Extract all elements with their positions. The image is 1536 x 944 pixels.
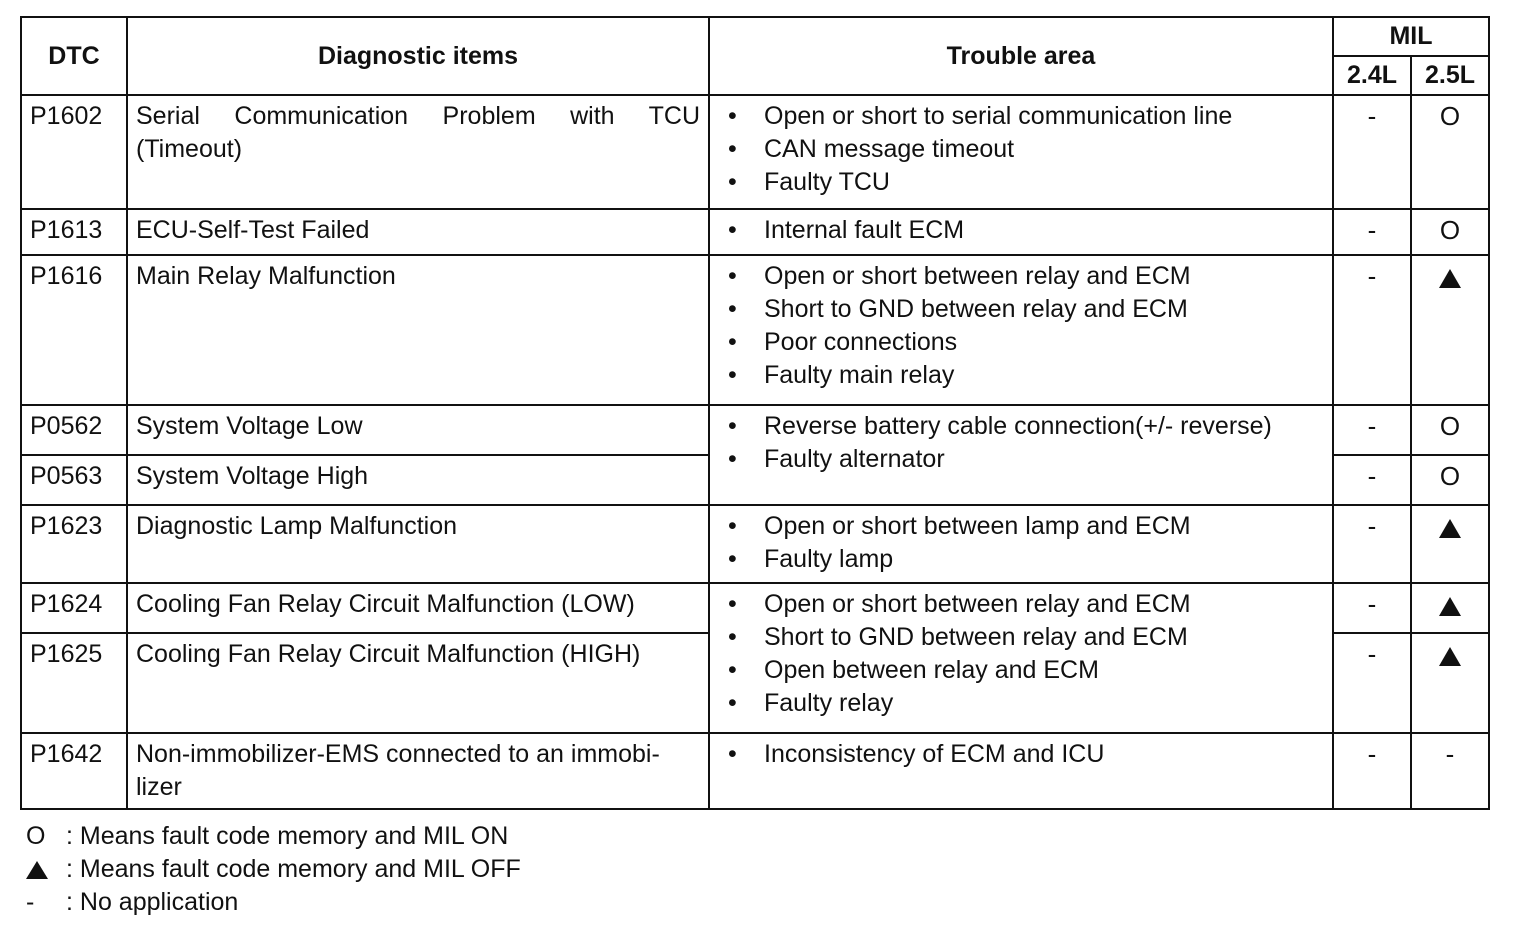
header-mil-2-4l: 2.4L: [1333, 56, 1411, 95]
header-mil-2-5l: 2.5L: [1411, 56, 1489, 95]
mil-2-5l-cell: [1411, 583, 1489, 633]
triangle-icon: [1439, 597, 1461, 616]
mil-2-5l-cell: [1411, 255, 1489, 405]
legend-symbol: -: [26, 888, 35, 916]
legend-text: : Means fault code memory and MIL ON: [66, 822, 509, 850]
header-row: [21, 17, 1489, 56]
table-body: [21, 95, 1489, 809]
trouble-item: [728, 293, 1324, 326]
bullet-icon: •: [728, 545, 737, 573]
trouble-item: [728, 326, 1324, 359]
legend-row: [26, 820, 521, 853]
bullet-icon: •: [728, 656, 737, 684]
circle-icon: O: [1439, 461, 1461, 491]
trouble-item: [728, 260, 1324, 293]
legend-symbol: O: [26, 822, 46, 850]
legend-text: : Means fault code memory and MIL OFF: [66, 855, 521, 883]
diagnostic-item: ECU-Self-Test Failed: [127, 209, 709, 255]
trouble-list: [718, 214, 1324, 247]
dash-mark: -: [1367, 589, 1377, 619]
bullet-icon: •: [728, 740, 737, 768]
mil-2-5l-cell: [1411, 455, 1489, 505]
mil-2-5l-cell: [1411, 733, 1489, 809]
circle-icon: O: [1439, 215, 1461, 245]
dash-mark: -: [1445, 739, 1455, 769]
triangle-icon: [1439, 647, 1461, 666]
trouble-text: CAN message timeout: [764, 135, 1015, 163]
trouble-list: [718, 510, 1324, 576]
table-row: [21, 405, 1489, 455]
bullet-icon: •: [728, 512, 737, 540]
trouble-list: [718, 410, 1324, 476]
trouble-area-cell: [709, 583, 1333, 733]
dash-mark: -: [1367, 261, 1377, 291]
header-trouble-area: Trouble area: [709, 17, 1333, 95]
dash-mark: -: [1367, 215, 1377, 245]
bullet-icon: •: [728, 168, 737, 196]
mil-2-5l-cell: [1411, 209, 1489, 255]
dash-mark: -: [1367, 411, 1377, 441]
trouble-text: Open or short to serial communication line: [764, 102, 1233, 130]
table-row: [21, 583, 1489, 633]
trouble-item: [728, 443, 1324, 476]
trouble-item: [728, 359, 1324, 392]
dtc-code: P1625: [21, 633, 127, 733]
dtc-code: P1624: [21, 583, 127, 633]
table-row: [21, 505, 1489, 583]
legend-row: [26, 886, 521, 919]
table-row: [21, 209, 1489, 255]
bullet-icon: •: [728, 689, 737, 717]
legend-symbol: [26, 853, 66, 886]
dash-mark: -: [1367, 639, 1377, 669]
trouble-item: [728, 588, 1324, 621]
trouble-list: [718, 738, 1324, 771]
mil-2-4l-cell: [1333, 95, 1411, 209]
mil-2-4l-cell: [1333, 583, 1411, 633]
trouble-text: Faulty alternator: [764, 445, 945, 473]
trouble-text: Poor connections: [764, 328, 958, 356]
trouble-text: Open or short between lamp and ECM: [764, 512, 1191, 540]
trouble-text: Short to GND between relay and ECM: [764, 295, 1188, 323]
trouble-item: [728, 687, 1324, 720]
bullet-icon: •: [728, 102, 737, 130]
trouble-text: Reverse battery cable connection(+/- reverse): [764, 412, 1272, 440]
trouble-text: Faulty TCU: [764, 168, 890, 196]
trouble-text: Faulty lamp: [764, 545, 894, 573]
bullet-icon: •: [728, 412, 737, 440]
trouble-text: Open or short between relay and ECM: [764, 262, 1191, 290]
mil-2-5l-cell: [1411, 95, 1489, 209]
trouble-item: [728, 166, 1324, 199]
circle-icon: O: [1439, 101, 1461, 131]
trouble-item: [728, 214, 1324, 247]
bullet-icon: •: [728, 590, 737, 618]
bullet-icon: •: [728, 135, 737, 163]
dtc-code: P1613: [21, 209, 127, 255]
dash-mark: -: [1367, 461, 1377, 491]
legend-row: [26, 853, 521, 886]
diagnostic-item: Non-immobilizer-EMS connected to an immobi-lizer: [127, 733, 709, 809]
triangle-icon: [1439, 519, 1461, 538]
dash-mark: -: [1367, 739, 1377, 769]
trouble-list: [718, 100, 1324, 199]
diagnostic-item: Serial Communication Problem with TCU (Timeout): [127, 95, 709, 209]
mil-2-5l-cell: [1411, 405, 1489, 455]
header-mil: MIL: [1333, 17, 1489, 56]
header-dtc: DTC: [21, 17, 127, 95]
bullet-icon: •: [728, 262, 737, 290]
dtc-code: P0563: [21, 455, 127, 505]
triangle-icon: [1439, 269, 1461, 288]
trouble-text: Faulty main relay: [764, 361, 955, 389]
bullet-icon: •: [728, 445, 737, 473]
trouble-item: [728, 410, 1324, 443]
diagnostic-item: Diagnostic Lamp Malfunction: [127, 505, 709, 583]
mil-2-5l-cell: [1411, 505, 1489, 583]
table-row: [21, 95, 1489, 209]
trouble-item: [728, 100, 1324, 133]
diagnostic-item: Cooling Fan Relay Circuit Malfunction (HIGH): [127, 633, 709, 733]
trouble-item: [728, 621, 1324, 654]
bullet-icon: •: [728, 295, 737, 323]
trouble-text: Short to GND between relay and ECM: [764, 623, 1188, 651]
dtc-code: P1623: [21, 505, 127, 583]
bullet-icon: •: [728, 216, 737, 244]
mil-2-4l-cell: [1333, 455, 1411, 505]
legend: [26, 820, 521, 919]
dash-mark: -: [1367, 101, 1377, 131]
diagnostic-item: System Voltage High: [127, 455, 709, 505]
triangle-icon: [26, 861, 48, 879]
bullet-icon: •: [728, 623, 737, 651]
dtc-code: P1642: [21, 733, 127, 809]
trouble-text: Internal fault ECM: [764, 216, 965, 244]
mil-2-4l-cell: [1333, 733, 1411, 809]
dtc-table: [20, 16, 1490, 810]
mil-2-4l-cell: [1333, 405, 1411, 455]
mil-2-4l-cell: [1333, 505, 1411, 583]
table-row: [21, 733, 1489, 809]
dash-mark: -: [1367, 511, 1377, 541]
mil-2-4l-cell: [1333, 633, 1411, 733]
trouble-text: Open or short between relay and ECM: [764, 590, 1191, 618]
trouble-item: [728, 654, 1324, 687]
trouble-area-cell: [709, 255, 1333, 405]
diagnostic-item: System Voltage Low: [127, 405, 709, 455]
diagnostic-item: Cooling Fan Relay Circuit Malfunction (LOW): [127, 583, 709, 633]
bullet-icon: •: [728, 361, 737, 389]
diagnostic-item: Main Relay Malfunction: [127, 255, 709, 405]
table-row: [21, 255, 1489, 405]
dtc-code: P1616: [21, 255, 127, 405]
trouble-area-cell: [709, 733, 1333, 809]
trouble-item: [728, 738, 1324, 771]
trouble-area-cell: [709, 505, 1333, 583]
dtc-code: P1602: [21, 95, 127, 209]
circle-icon: O: [1439, 411, 1461, 441]
trouble-item: [728, 510, 1324, 543]
trouble-list: [718, 588, 1324, 720]
trouble-area-cell: [709, 405, 1333, 505]
trouble-text: Faulty relay: [764, 689, 894, 717]
trouble-text: Inconsistency of ECM and ICU: [764, 740, 1105, 768]
mil-2-5l-cell: [1411, 633, 1489, 733]
trouble-area-cell: [709, 209, 1333, 255]
trouble-item: [728, 133, 1324, 166]
trouble-text: Open between relay and ECM: [764, 656, 1099, 684]
trouble-item: [728, 543, 1324, 576]
dtc-code: P0562: [21, 405, 127, 455]
mil-2-4l-cell: [1333, 255, 1411, 405]
bullet-icon: •: [728, 328, 737, 356]
legend-text: : No application: [66, 888, 239, 916]
header-diagnostic-items: Diagnostic items: [127, 17, 709, 95]
trouble-list: [718, 260, 1324, 392]
mil-2-4l-cell: [1333, 209, 1411, 255]
trouble-area-cell: [709, 95, 1333, 209]
